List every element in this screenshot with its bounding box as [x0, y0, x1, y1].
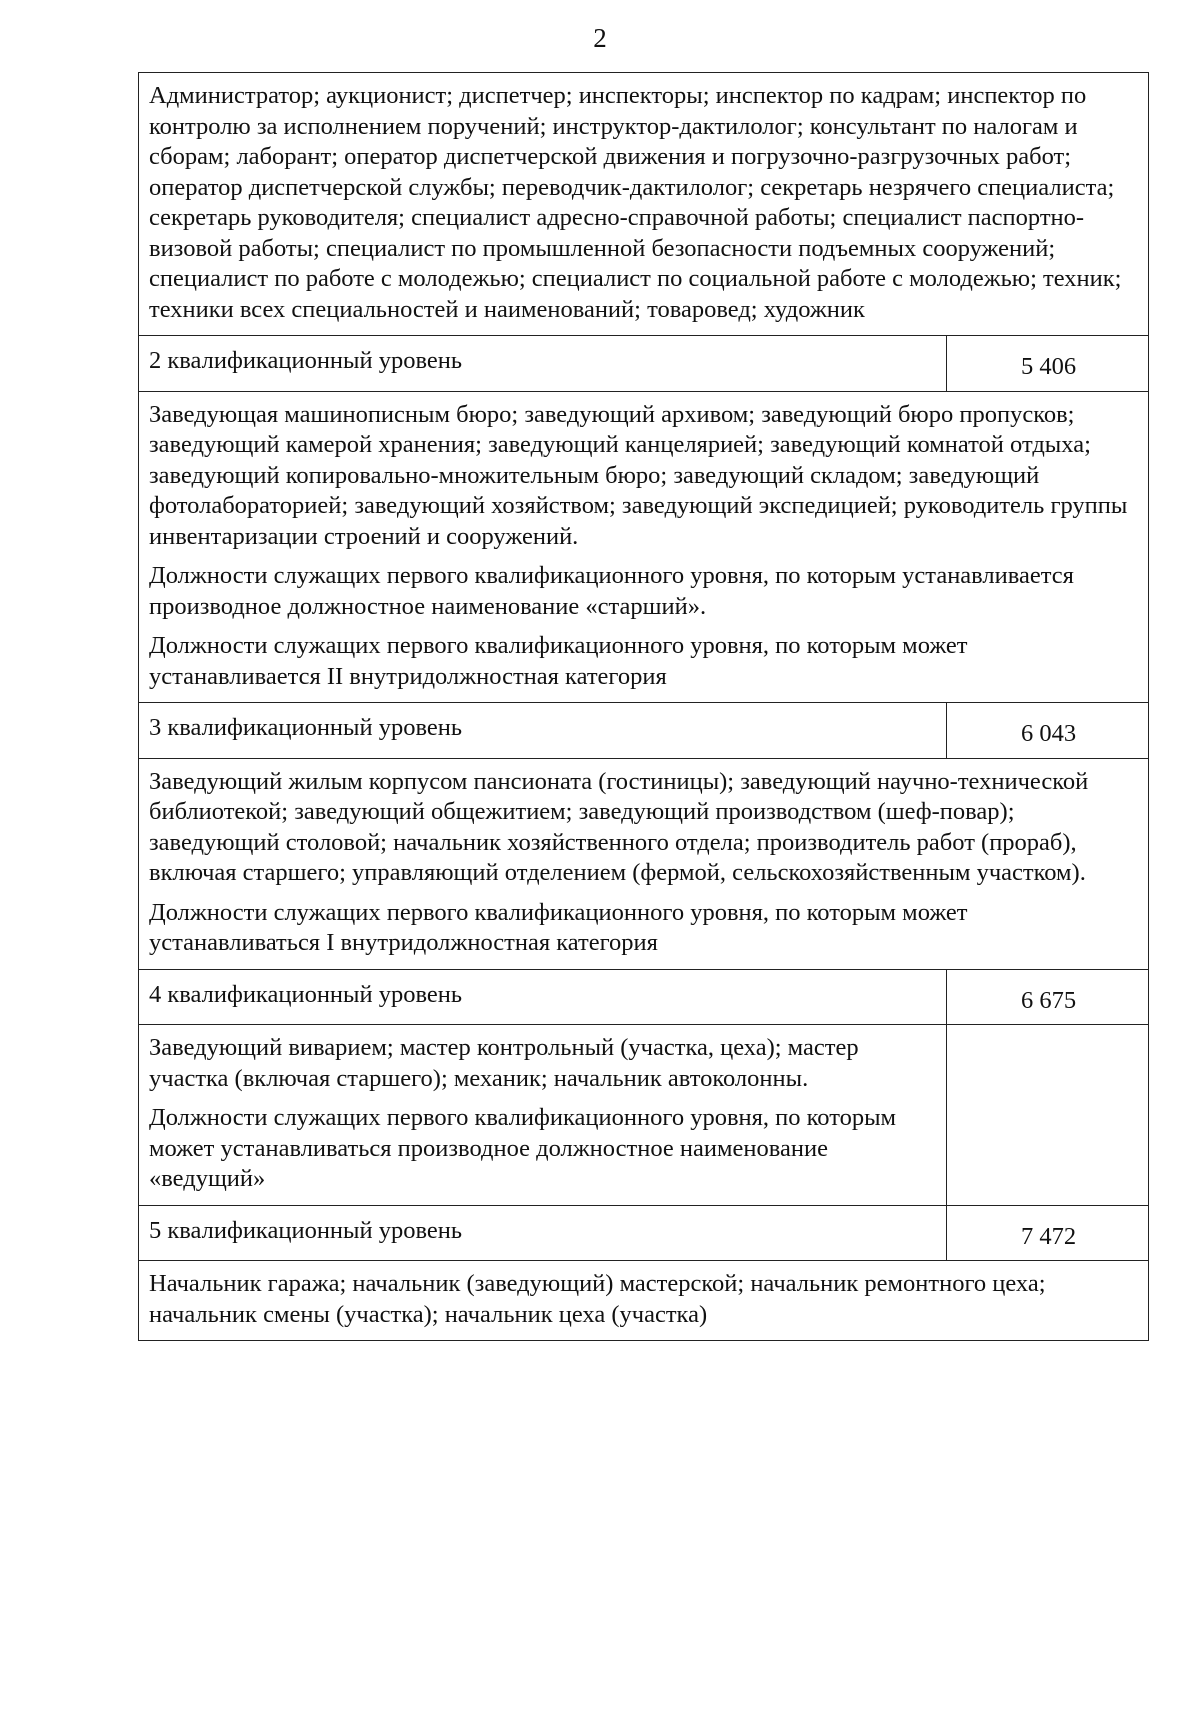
table-row [139, 1025, 1149, 1206]
positions-note: Должности служащих первого квалификационного уровня, по которым может устанавливаться производное должностное наименование «ведущий» [149, 1104, 897, 1192]
positions-text: Заведующая машинописным бюро; заведующий архивом; заведующий бюро пропусков; заведующий камерой хранения; заведующий канцелярией; заведующий комнатой отдыха; заведующий копировально-множительным бюро; заведующий складом; заведующий фотолабораторией; заведующий хозяйством; заведующий экспедицией; руководитель группы инвентаризации строений и сооружений. [149, 400, 1128, 550]
positions-note: Должности служащих первого квалификационного уровня, по которым может устанавливаться I внутридолжностная категория [149, 898, 968, 956]
level-salary: 6 675 [947, 969, 1149, 1025]
empty-cell [947, 1025, 1149, 1206]
positions-cell [139, 73, 1149, 336]
table-row-level-2 [139, 336, 1149, 392]
positions-note: Должности служащих первого квалификационного уровня, по которым может устанавливается II внутридолжностная категория [149, 632, 968, 690]
positions-text: Администратор; аукционист; диспетчер; инспекторы; инспектор по кадрам; инспектор по контролю за исполнением поручений; инструктор-дактилолог; консультант по налогам и сборам; лаборант; оператор диспетчерской движения и погрузочно-разгрузочных работ; оператор диспетчерской службы; переводчик-дактилолог; секретарь незрячего специалиста; секретарь руководителя; специалист адресно-справочной работы; специалист паспортно-визовой работы; специалист по промышленной безопасности подъемных сооружений; специалист по работе с молодежью; специалист по социальной работе с молодежью; техник; техники всех специальностей и наименований; товаровед; художник [149, 82, 1122, 323]
positions-cell [139, 1025, 947, 1206]
table-row [139, 391, 1149, 703]
positions-cell [139, 758, 1149, 969]
positions-cell [139, 1261, 1149, 1341]
page-number: 2 [593, 23, 607, 53]
level-salary: 6 043 [947, 703, 1149, 759]
level-label: 2 квалификационный уровень [139, 336, 947, 392]
level-label: 3 квалификационный уровень [139, 703, 947, 759]
positions-text: Заведующий виварием; мастер контрольный (участка, цеха); мастер участка (включая старшего); механик; начальник автоколонны. [149, 1034, 859, 1092]
table-row [139, 73, 1149, 336]
positions-note: Должности служащих первого квалификационного уровня, по которым устанавливается производное должностное наименование «старший». [149, 562, 1074, 620]
level-salary: 5 406 [947, 336, 1149, 392]
table-row-level-5 [139, 1205, 1149, 1261]
positions-text: Заведующий жилым корпусом пансионата (гостиницы); заведующий научно-технической библиотекой; заведующий общежитием; заведующий производством (шеф-повар); заведующий столовой; начальник хозяйственного отдела; производитель работ (прораб), включая старшего; управляющий отделением (фермой, сельскохозяйственным участком). [149, 767, 1089, 886]
positions-text: Начальник гаража; начальник (заведующий) мастерской; начальник ремонтного цеха; начальник смены (участка); начальник цеха (участка) [149, 1270, 1046, 1328]
positions-cell [139, 391, 1149, 703]
table-row-level-3 [139, 703, 1149, 759]
table-row [139, 1261, 1149, 1341]
table-row [139, 758, 1149, 969]
qualification-table [138, 72, 1149, 1341]
table-row-level-4 [139, 969, 1149, 1025]
level-salary: 7 472 [947, 1205, 1149, 1261]
level-label: 4 квалификационный уровень [139, 969, 947, 1025]
level-label: 5 квалификационный уровень [139, 1205, 947, 1261]
